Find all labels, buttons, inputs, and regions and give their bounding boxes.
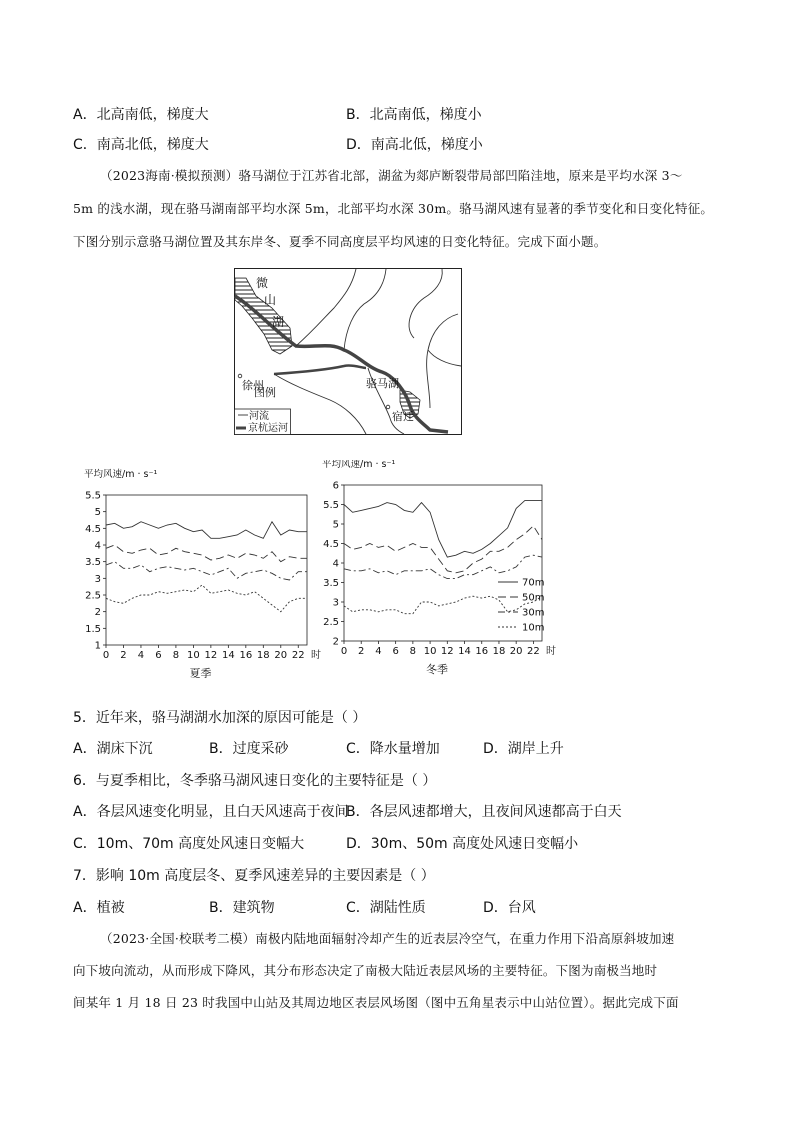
- chart-1-x-unit: 时: [546, 646, 556, 657]
- chart-legend-label-70m: 70m: [522, 577, 545, 589]
- option-d-prev: D．南高北低，梯度小: [346, 137, 483, 153]
- chart-0-xtick-label: 18: [256, 650, 270, 661]
- location-map: [234, 268, 462, 435]
- chart-0-ytick-label: 1.5: [85, 623, 101, 635]
- chart-0-xtick-label: 14: [221, 650, 235, 661]
- chart-1-ytick-label: 6: [332, 480, 339, 492]
- chart-1-series-70m: [344, 501, 542, 557]
- passage2-line1: （2023·全国·校联考二模）南极内陆地面辐射冷却产生的近表层冷空气，在重力作用下沿高原斜坡加速: [100, 931, 675, 946]
- chart-0-ytick-label: 2.5: [85, 590, 101, 602]
- passage1-line1: （2023海南·模拟预测）骆马湖位于江苏省北部，湖盆为郯庐断裂带局部凹陷洼地，原来是平均水深 3～: [100, 168, 683, 183]
- chart-1-series-10m: [344, 596, 542, 614]
- question-6-option-c: C．10m、70m 高度处风速日变幅大: [73, 836, 305, 852]
- chart-1-frame: [344, 485, 545, 641]
- wind-charts: [76, 460, 566, 678]
- chart-1-xtick-label: 8: [409, 646, 417, 657]
- chart-0-xtick-label: 20: [274, 650, 288, 661]
- option-a-prev: A．北高南低，梯度大: [73, 107, 209, 123]
- question-5-option-a: A．湖床下沉: [73, 741, 153, 757]
- chart-1-caption: 冬季: [426, 663, 449, 676]
- chart-1-xtick-label: 10: [423, 646, 437, 657]
- chart-0-xtick-label: 0: [102, 650, 110, 661]
- question-7-stem: 7．影响 10m 高度层冬、夏季风速差异的主要因素是（ ）: [73, 868, 435, 884]
- question-6-option-d: D．30m、50m 高度处风速日变幅小: [346, 836, 579, 852]
- chart-1-ytick-label: 5.5: [323, 500, 339, 511]
- label-xuzhou: 徐州: [242, 379, 264, 392]
- chart-1-series-30m: [344, 555, 542, 578]
- chart-0-caption: 夏季: [189, 667, 212, 678]
- label-weishan-2: 山: [264, 293, 277, 307]
- chart-1-ytick-label: 2.5: [323, 617, 339, 628]
- chart-0-xtick-label: 12: [204, 650, 218, 661]
- chart-0-xtick-label: 4: [137, 650, 145, 661]
- label-luoma: 骆马湖: [366, 377, 399, 390]
- question-7-option-a: A．植被: [73, 900, 125, 916]
- chart-1-ytick-label: 2: [332, 636, 339, 648]
- chart-0-series-10m: [106, 585, 307, 612]
- chart-0-ytick-label: 3.5: [85, 557, 101, 569]
- legend-river-label: 河流: [249, 411, 269, 422]
- chart-1-ytick-label: 3.5: [323, 578, 339, 589]
- passage1-line2: 5m 的浅水湖，现在骆马湖南部平均水深 5m，北部平均水深 30m。骆马湖风速有显著的季节变化和日变化特征。: [73, 201, 714, 216]
- chart-0-ytick-label: 4.5: [85, 523, 101, 535]
- chart-1-ytick-label: 3: [332, 597, 339, 609]
- passage2-line3: 间某年 1 月 18 日 23 时我国中山站及其周边地区表层风场图（图中五角星表示中山站位置）。据此完成下面: [73, 995, 679, 1010]
- chart-0-xtick-label: 10: [187, 650, 200, 661]
- chart-1-xtick-label: 18: [492, 646, 506, 657]
- chart-legend-label-50m: 50m: [522, 592, 545, 604]
- chart-0-xtick-label: 6: [155, 650, 162, 661]
- question-5-stem: 5．近年来，骆马湖湖水加深的原因可能是（ ）: [73, 710, 367, 726]
- question-5-option-d: D．湖岸上升: [483, 741, 564, 757]
- chart-0-ytick-label: 2: [94, 607, 101, 619]
- label-weishan-1: 微: [256, 276, 269, 290]
- chart-0-x-unit: 时: [311, 650, 321, 661]
- chart-legend-label-10m: 10m: [522, 622, 545, 634]
- chart-1-ylabel: 平均风速/m · s⁻¹: [322, 460, 396, 470]
- chart-1-xtick-label: 16: [475, 646, 489, 657]
- label-suqian: 宿迁: [392, 410, 414, 423]
- chart-0-ytick-label: 5.5: [85, 490, 101, 502]
- chart-0-frame: [106, 495, 307, 645]
- option-c-prev: C．南高北低，梯度大: [73, 137, 209, 153]
- chart-1-xtick-label: 12: [440, 646, 454, 657]
- chart-1-xtick-label: 4: [375, 646, 382, 657]
- chart-1-ytick-label: 5: [332, 519, 339, 531]
- legend-title: 图例: [254, 386, 276, 399]
- question-6-stem: 6．与夏季相比，冬季骆马湖风速日变化的主要特征是（ ）: [73, 773, 437, 789]
- chart-1-xtick-label: 2: [358, 646, 365, 657]
- chart-0-series-50m: [106, 545, 307, 562]
- chart-0-xtick-label: 8: [172, 650, 180, 661]
- chart-0-xtick-label: 2: [120, 650, 127, 661]
- chart-0-series-70m: [106, 522, 307, 539]
- chart-1-xtick-label: 6: [392, 646, 399, 657]
- chart-0-ytick-label: 5: [94, 507, 101, 519]
- chart-legend-label-30m: 30m: [522, 607, 545, 619]
- question-7-option-d: D．台风: [483, 900, 536, 916]
- label-weishan-3: 湖: [272, 315, 285, 329]
- passage1-line3: 下图分别示意骆马湖位置及其东岸冬、夏季不同高度层平均风速的日变化特征。完成下面小题。: [73, 234, 607, 249]
- question-5-option-b: B．过度采砂: [209, 741, 289, 757]
- chart-1-xtick-label: 0: [340, 646, 348, 657]
- chart-1-xtick-label: 22: [527, 646, 540, 657]
- question-7-option-b: B．建筑物: [209, 900, 275, 916]
- legend-canal-label: 京杭运河: [248, 423, 288, 434]
- chart-0-ytick-label: 4: [94, 540, 101, 552]
- chart-0-series-30m: [106, 562, 307, 580]
- passage2-line2: 向下坡向流动，从而形成下降风，其分布形态决定了南极大陆近表层风场的主要特征。下图为南极当地时: [73, 963, 658, 978]
- question-6-option-a: A．各层风速变化明显，且白天风速高于夜间: [73, 804, 349, 820]
- option-b-prev: B．北高南低，梯度小: [346, 107, 482, 123]
- chart-1-xtick-label: 14: [458, 646, 471, 657]
- question-6-option-b: B．各层风速都增大，且夜间风速都高于白天: [346, 804, 622, 820]
- chart-1-ytick-label: 4: [332, 558, 339, 570]
- chart-0-ytick-label: 1: [94, 640, 101, 652]
- chart-1-ytick-label: 4.5: [323, 539, 339, 550]
- chart-0-xtick-label: 22: [291, 650, 305, 661]
- chart-0-ytick-label: 3: [94, 573, 101, 585]
- chart-0-xtick-label: 16: [239, 650, 253, 661]
- question-5-option-c: C．降水量增加: [346, 741, 440, 757]
- chart-0-ylabel: 平均风速/m · s⁻¹: [84, 469, 158, 480]
- question-7-option-c: C．湖陆性质: [346, 900, 426, 916]
- chart-1-xtick-label: 20: [509, 646, 523, 657]
